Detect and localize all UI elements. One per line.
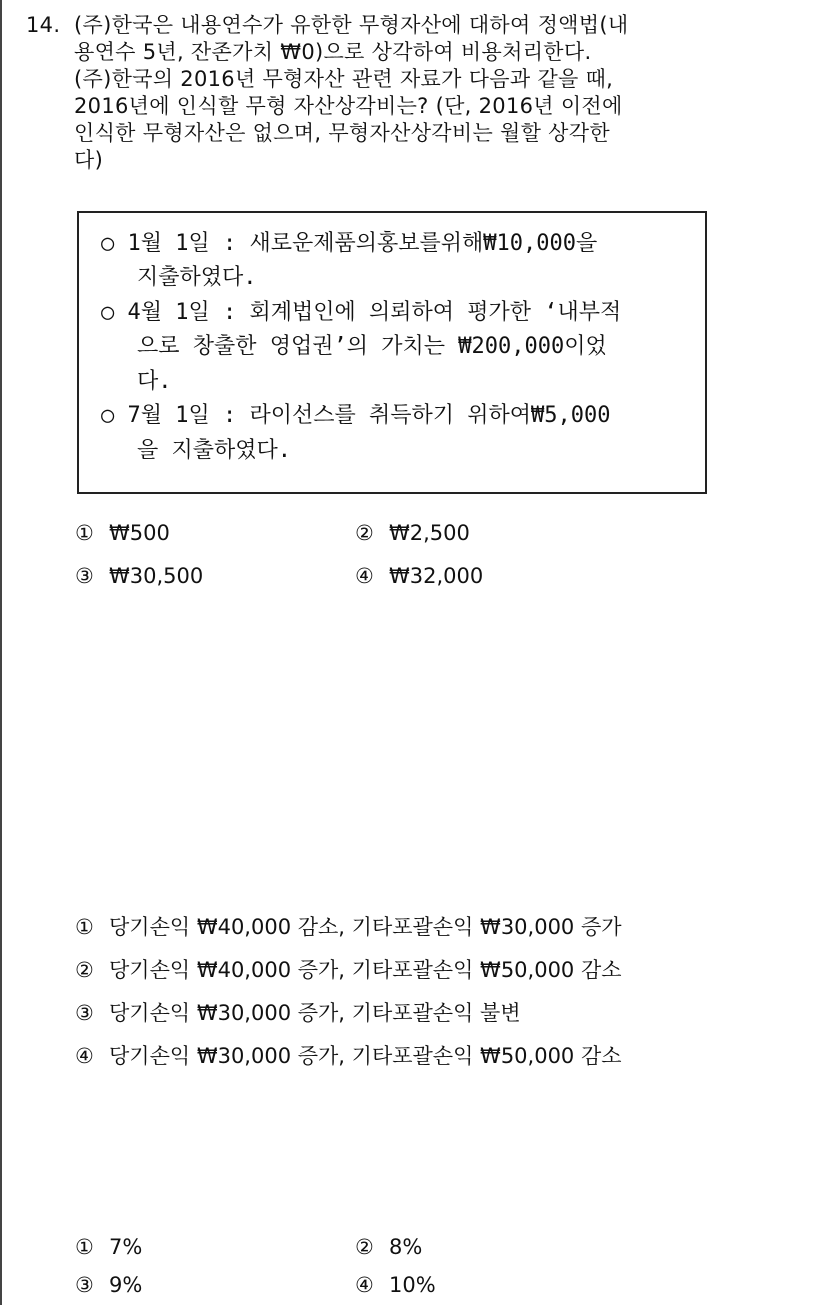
option-text: 10% (389, 1273, 436, 1297)
option-3[interactable] (75, 997, 521, 1027)
option-2[interactable] (75, 954, 622, 984)
stem-line: 용연수 5년, 잔존가치 ₩0)으로 상각하여 비용처리한다. (74, 40, 592, 64)
option-mark: ③ (75, 1001, 94, 1025)
option-mark: ① (75, 521, 94, 545)
option-mark: ① (75, 915, 94, 939)
option-mark: ② (355, 1235, 374, 1259)
stem-line: (주)한국의 2016년 무형자산 관련 자료가 다음과 같을 때, (74, 67, 614, 91)
option-text: ₩500 (109, 521, 170, 545)
option-mark: ③ (75, 1273, 94, 1297)
box-line: 다. (137, 369, 172, 394)
option-text: 당기손익 ₩30,000 증가, 기타포괄손익 불변 (109, 1001, 521, 1025)
option-3[interactable] (75, 1273, 142, 1297)
option-2[interactable] (355, 521, 470, 545)
stem-line: (주)한국은 내용연수가 유한한 무형자산에 대하여 정액법(내 (74, 13, 629, 37)
option-1[interactable] (75, 911, 622, 941)
option-text: 당기손익 ₩30,000 증가, 기타포괄손익 ₩50,000 감소 (109, 1044, 622, 1068)
page-left-border (0, 0, 2, 1305)
option-mark: ③ (75, 564, 94, 588)
option-4[interactable] (355, 564, 483, 588)
option-mark: ② (355, 521, 374, 545)
box-line: 지출하였다. (137, 265, 257, 290)
option-text: 8% (389, 1235, 423, 1259)
option-1[interactable] (75, 521, 170, 545)
option-2[interactable] (355, 1235, 422, 1259)
option-text: 7% (109, 1235, 143, 1259)
stem-line: 2016년에 인식할 무형 자산상각비는? (단, 2016년 이전에 (74, 94, 623, 118)
option-mark: ④ (355, 1273, 374, 1297)
option-text: 당기손익 ₩40,000 증가, 기타포괄손익 ₩50,000 감소 (109, 958, 622, 982)
option-text: 9% (109, 1273, 143, 1297)
option-3[interactable] (75, 564, 203, 588)
question-number: 14. (26, 13, 61, 37)
option-mark: ② (75, 958, 94, 982)
box-line: ○ 7월 1일 : 라이선스를 취득하기 위하여₩5,000 (101, 403, 611, 428)
option-text: ₩2,500 (389, 521, 470, 545)
stem-line: 다) (74, 148, 104, 172)
data-box (77, 211, 707, 494)
option-text: ₩32,000 (389, 564, 484, 588)
option-mark: ④ (75, 1044, 94, 1068)
box-line: 으로 창출한 영업권’의 가치는 ₩200,000이었 (137, 334, 607, 359)
option-mark: ① (75, 1235, 94, 1259)
stem-line: 인식한 무형자산은 없으며, 무형자산상각비는 월할 상각한 (74, 121, 610, 145)
box-line: ○ 4월 1일 : 회계법인에 의뢰하여 평가한 ‘내부적 (101, 300, 622, 325)
option-4[interactable] (355, 1273, 436, 1297)
option-1[interactable] (75, 1235, 142, 1259)
box-line: ○ 1월 1일 : 새로운제품의홍보를위해₩10,000을 (101, 231, 598, 256)
option-text: 당기손익 ₩40,000 감소, 기타포괄손익 ₩30,000 증가 (109, 915, 622, 939)
option-mark: ④ (355, 564, 374, 588)
option-4[interactable] (75, 1040, 622, 1070)
box-line: 을 지출하였다. (137, 438, 292, 463)
question-text (74, 12, 774, 174)
option-text: ₩30,500 (109, 564, 204, 588)
